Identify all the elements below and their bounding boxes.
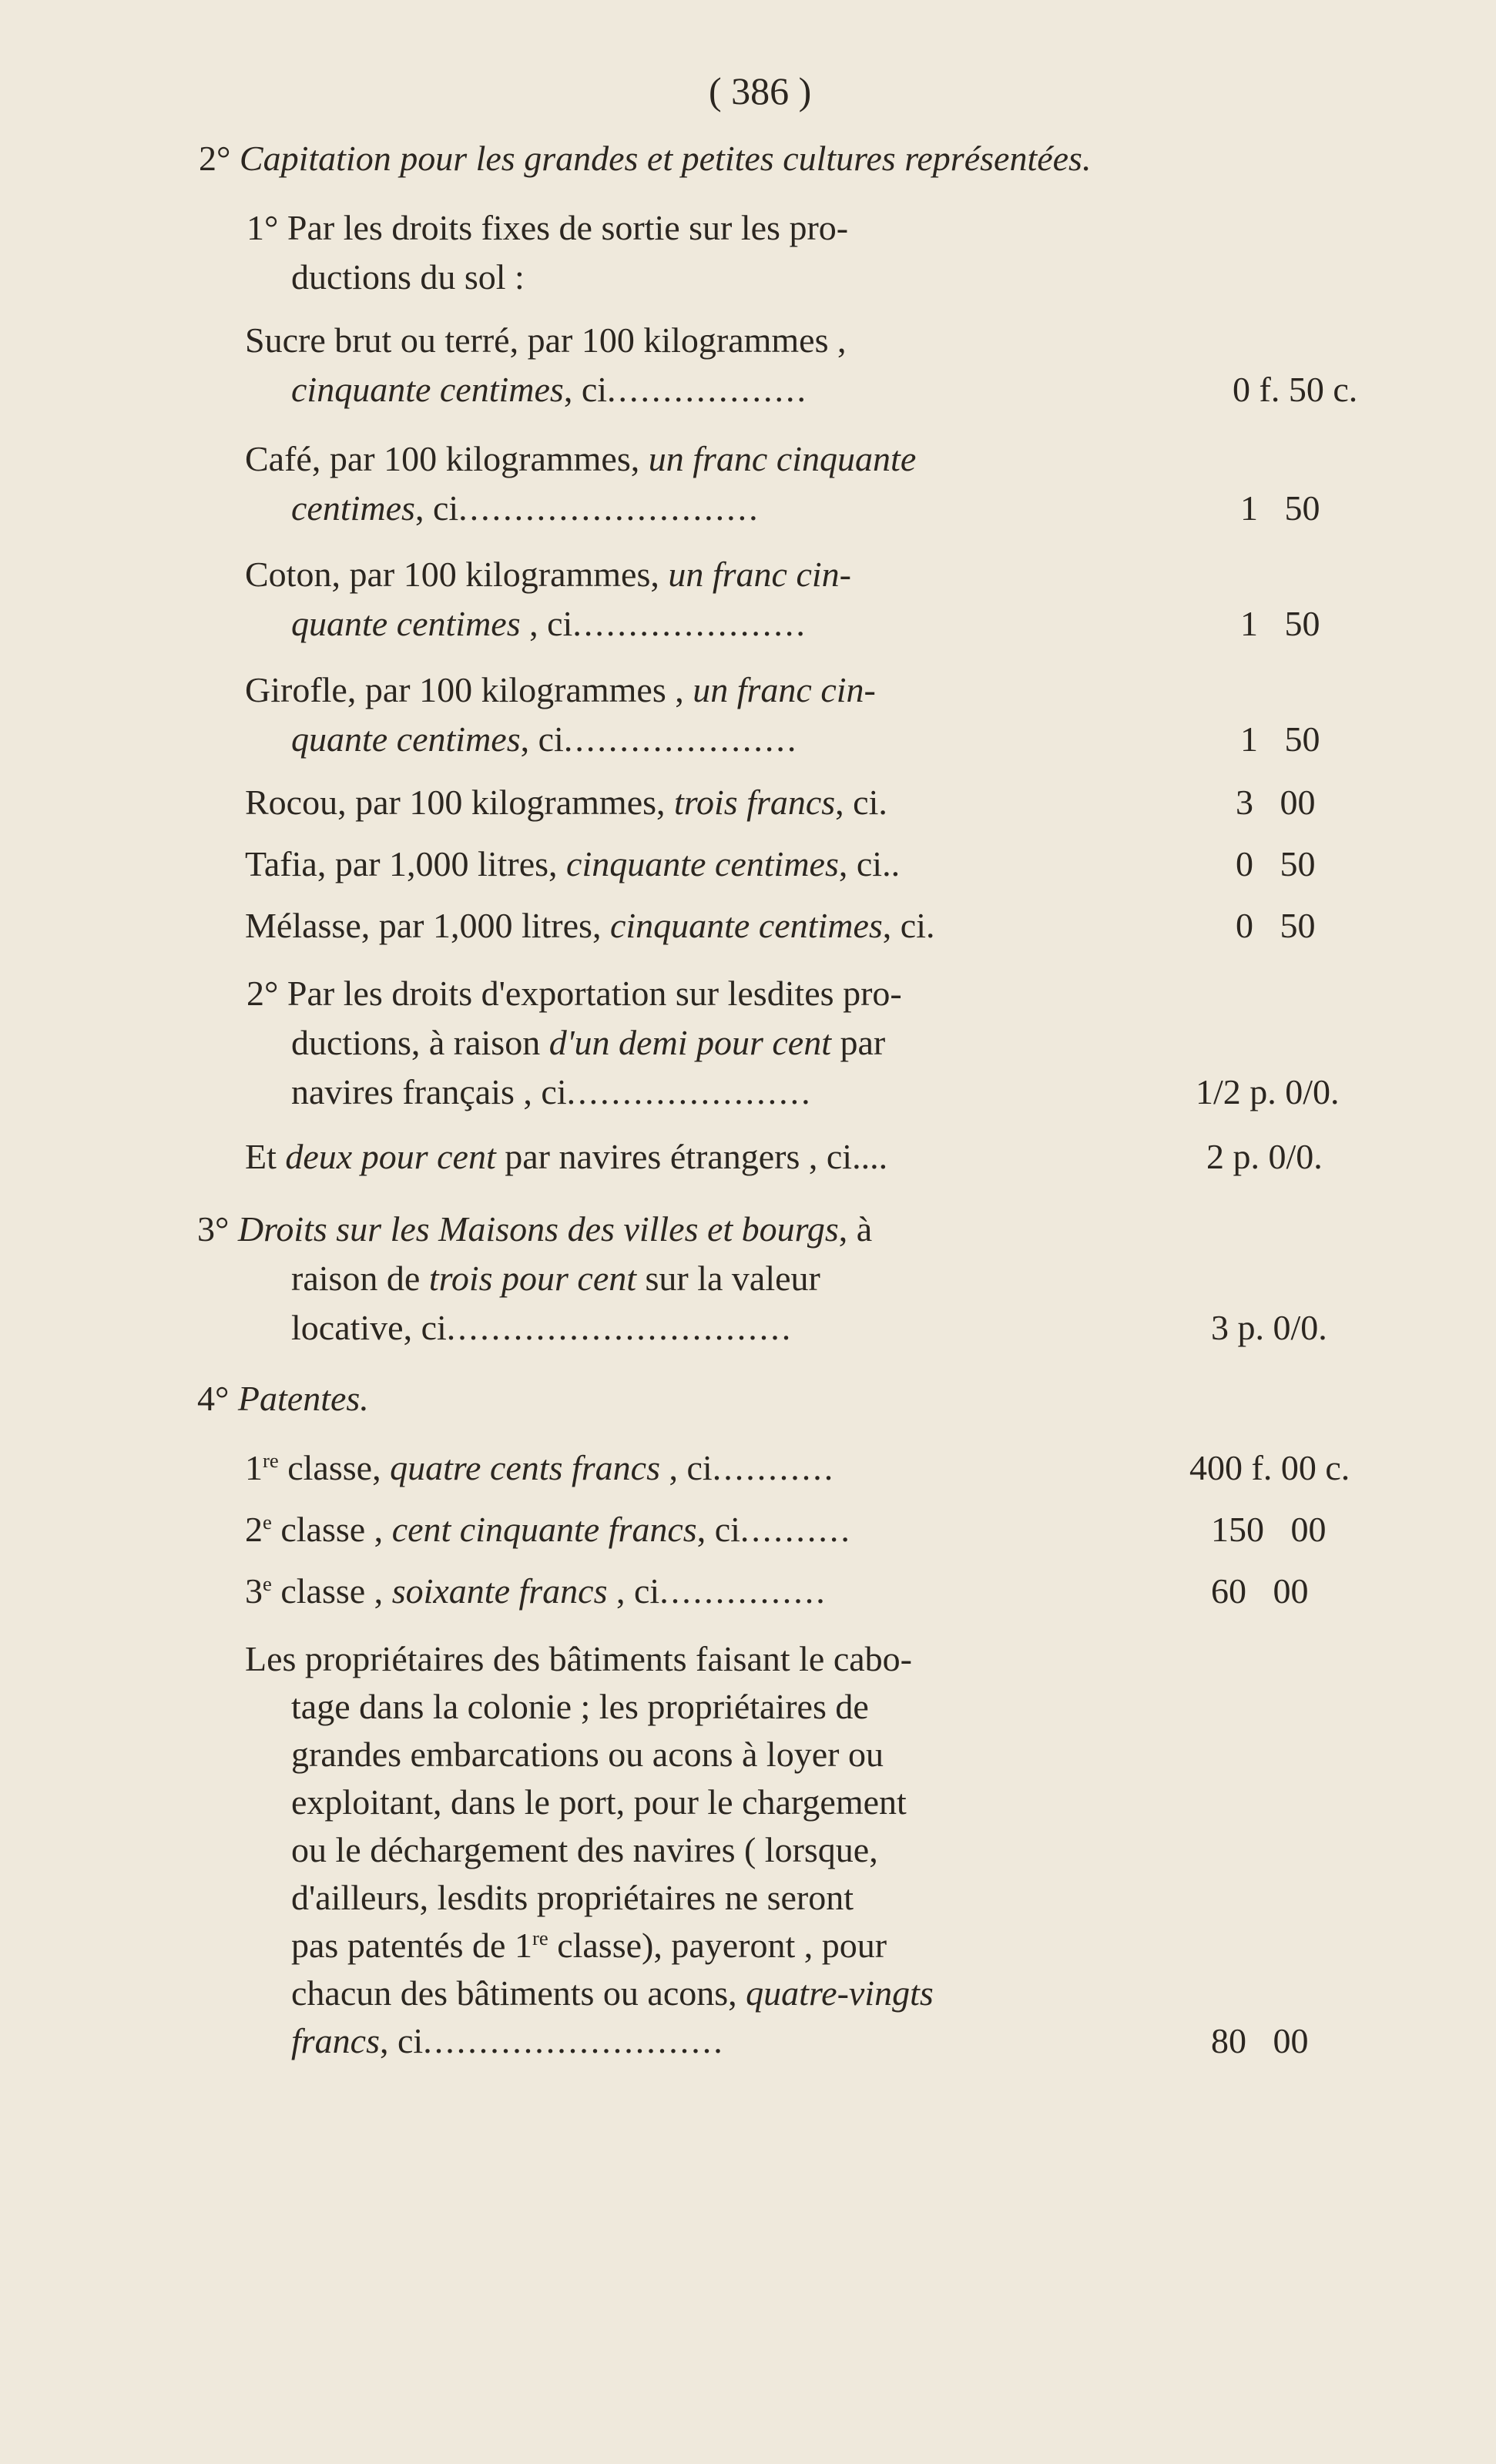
- section-3-line-1: 3° Droits sur les Maisons des villes et bourgs, à: [197, 1209, 873, 1249]
- section-number: 3°: [197, 1209, 230, 1249]
- item-amount: 1 50: [1240, 719, 1320, 759]
- paragraph-line: grandes embarcations ou acons à loyer ou: [291, 1735, 884, 1774]
- item-line: Coton, par 100 kilogrammes, un franc cin-: [245, 555, 851, 594]
- subsection-2-line-2: ductions, à raison d'un demi pour cent par: [291, 1023, 886, 1062]
- item-amount: 150 00: [1211, 1510, 1327, 1549]
- class-line: 2e classe , cent cinquante francs, ci..........: [245, 1510, 852, 1549]
- item-amount: 0 50: [1236, 906, 1316, 945]
- item-line: Tafia, par 1,000 litres, cinquante centimes, ci..: [245, 844, 901, 883]
- class-line: 1re classe, quatre cents francs , ci...........: [245, 1448, 836, 1487]
- item-line: Sucre brut ou terré, par 100 kilogrammes ,: [245, 320, 847, 360]
- item-amount: 3 p. 0/0.: [1211, 1308, 1327, 1347]
- section-3-line-3: locative, ci...............................: [291, 1308, 793, 1347]
- item-amount: 1/2 p. 0/0.: [1196, 1072, 1340, 1111]
- paragraph-line: francs, ci...........................: [291, 2021, 725, 2060]
- paragraph-line: tage dans la colonie ; les propriétaires de: [291, 1687, 869, 1726]
- item-amount: 2 p. 0/0.: [1206, 1137, 1323, 1176]
- subsection-number: 1°: [247, 208, 279, 247]
- section-3-line-2: raison de trois pour cent sur la valeur: [291, 1259, 820, 1298]
- item-line: quante centimes , ci.....................: [291, 604, 807, 643]
- subsection-2b-line: Et deux pour cent par navires étrangers , ci....: [245, 1137, 888, 1176]
- section-title: Capitation pour les grandes et petites cultures représentées.: [239, 139, 1092, 178]
- item-amount: 0 50: [1236, 844, 1316, 883]
- item-amount: 0 f. 50 c.: [1233, 370, 1358, 409]
- item-amount: 3 00: [1236, 783, 1316, 822]
- page-number: ( 386 ): [709, 69, 812, 112]
- class-line: 3e classe , soixante francs , ci...............: [245, 1571, 827, 1611]
- section-4-heading: 4° Patentes.: [197, 1379, 369, 1418]
- item-amount: 80 00: [1211, 2021, 1309, 2060]
- paragraph-line: d'ailleurs, lesdits propriétaires ne seront: [291, 1878, 854, 1917]
- subsection-2-line-3: navires français , ci......................: [291, 1072, 813, 1111]
- paragraph-line: ou le déchargement des navires ( lorsque,: [291, 1830, 878, 1869]
- item-amount: 400 f. 00 c.: [1189, 1448, 1350, 1487]
- paragraph-line: Les propriétaires des bâtiments faisant le cabo-: [245, 1639, 913, 1678]
- section-2-heading: [199, 136, 1091, 182]
- item-amount: 60 00: [1211, 1571, 1309, 1611]
- subsection-1-line-2: ductions du sol :: [291, 257, 525, 297]
- subsection-number: 2°: [247, 974, 279, 1013]
- item-amount: 1 50: [1240, 488, 1320, 528]
- item-line: Café, par 100 kilogrammes, un franc cinquante: [245, 439, 917, 478]
- item-line: Rocou, par 100 kilogrammes, trois francs, ci.: [245, 783, 887, 822]
- paragraph-line: exploitant, dans le port, pour le chargement: [291, 1782, 907, 1822]
- item-line: centimes, ci...........................: [291, 488, 760, 528]
- item-line: cinquante centimes, ci..................: [291, 370, 809, 409]
- section-number: 2°: [199, 139, 231, 178]
- item-line: Girofle, par 100 kilogrammes , un franc cin-: [245, 670, 876, 709]
- item-amount: 1 50: [1240, 604, 1320, 643]
- paragraph-line: chacun des bâtiments ou acons, quatre-vingts: [291, 1973, 934, 2013]
- subsection-1-line-1: 1° Par les droits fixes de sortie sur les pro-: [247, 208, 849, 247]
- item-line: quante centimes, ci.....................: [291, 719, 799, 759]
- paragraph-line: pas patentés de 1re classe), payeront , pour: [291, 1926, 887, 1965]
- subsection-2-line-1: 2° Par les droits d'exportation sur lesdites pro-: [247, 974, 902, 1013]
- section-number: 4°: [197, 1379, 230, 1418]
- item-line: Mélasse, par 1,000 litres, cinquante centimes, ci.: [245, 906, 935, 945]
